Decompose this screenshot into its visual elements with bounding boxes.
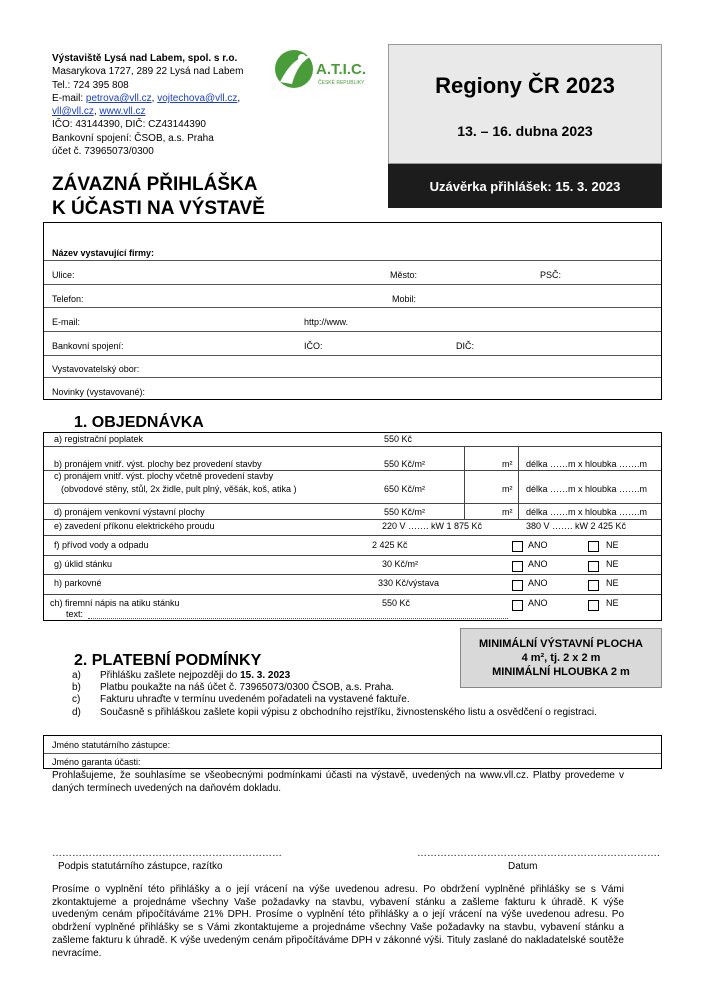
order-f-yes: ANO	[528, 540, 548, 550]
field-row[interactable]	[44, 355, 661, 378]
declaration-text: Prohlašujeme, že souhlasíme se všeobecnými podmínkami účasti na výstavě, uvedených na www.vll.cz. Platby provedeme v daných termínech uvedených na daňovém dokladu.	[52, 770, 624, 794]
payment-d-text: Současně s přihláškou zašlete kopii výpisu z obchodního rejstříku, živnostenského listu a osvědčení o registraci.	[100, 706, 597, 718]
guarantor-row[interactable]	[44, 753, 661, 769]
email-row[interactable]	[44, 307, 661, 332]
logo-subtext: ČESKÉ REPUBLIKY	[318, 80, 365, 86]
email-label: E-mail:	[52, 317, 81, 327]
logo-text: A.T.I.C.	[316, 61, 367, 78]
order-ch-yes: ANO	[528, 598, 548, 608]
order-divider	[44, 574, 661, 575]
payment-heading: 2. PLATEBNÍ PODMÍNKY	[74, 652, 262, 669]
date-line[interactable]: ……………………………………………………………….	[417, 848, 660, 859]
order-table	[43, 432, 662, 621]
order-h-label: h) parkovné	[54, 578, 102, 588]
organizer-emails-2: vll@vll.cz, www.vll.cz	[52, 106, 146, 118]
organizer-bank: Bankovní spojení: ČSOB, a.s. Praha	[52, 132, 214, 144]
email-link-vll[interactable]: vll@vll.cz	[52, 106, 94, 118]
order-heading: 1. OBJEDNÁVKA	[74, 414, 204, 431]
bank-row[interactable]	[44, 331, 661, 356]
payment-terms	[72, 670, 597, 719]
order-h-yes: ANO	[528, 578, 548, 588]
order-divider	[44, 535, 661, 536]
guarantor-label: Jméno garanta účasti:	[52, 757, 141, 767]
order-a-price: 550 Kč	[384, 434, 413, 444]
order-ch-no: NE	[606, 598, 619, 608]
min-area-line1: MINIMÁLNÍ VÝSTAVNÍ PLOCHA	[479, 638, 643, 650]
order-g-label: g) úklid stánku	[54, 559, 113, 569]
order-ch-price: 550 Kč	[382, 598, 411, 608]
order-g-yes: ANO	[528, 559, 548, 569]
payment-item-b	[72, 682, 597, 694]
order-g-no: NE	[606, 559, 619, 569]
order-b-dims[interactable]: délka ……m x hloubka …….m	[526, 459, 648, 469]
web-label: http://www.	[304, 317, 349, 327]
organizer-ids: IČO: 43144390, DIČ: CZ43144390	[52, 119, 206, 131]
statutory-row[interactable]	[44, 736, 661, 754]
order-a-label: a) registrační poplatek	[54, 434, 144, 444]
order-d-label: d) pronájem venkovní výstavní plochy	[54, 507, 205, 517]
payment-a-text: Přihlášku zašlete nejpozději do	[100, 670, 241, 681]
organizer-address: Masarykova 1727, 289 22 Lysá nad Labem	[52, 66, 244, 78]
order-f-price: 2 425 Kč	[372, 540, 408, 550]
form-title-line2: K ÚČASTI NA VÝSTAVĚ	[52, 198, 265, 219]
order-f-no-checkbox[interactable]	[588, 541, 599, 552]
order-col-divider	[518, 446, 519, 519]
order-f-label: f) přívod vody a odpadu	[54, 540, 149, 550]
payment-key: a)	[72, 670, 81, 681]
min-area-line2: 4 m², tj. 2 x 2 m	[521, 652, 601, 664]
order-divider	[44, 503, 661, 504]
order-b-unit: m²	[502, 459, 513, 469]
news-row[interactable]	[44, 377, 661, 400]
order-h-no: NE	[606, 578, 619, 588]
signature-line[interactable]: ……………………………………………………………	[52, 848, 282, 859]
atic-logo	[272, 44, 392, 94]
order-ch-no-checkbox[interactable]	[588, 600, 599, 611]
payment-key: b)	[72, 682, 81, 694]
organizer-name: Výstaviště Lysá nad Labem, spol. s r.o.	[52, 53, 238, 64]
order-text-label: text:	[66, 609, 84, 619]
city-label: Město:	[390, 270, 418, 280]
order-e-label: e) zavedení příkonu elektrického proudu	[54, 521, 215, 531]
order-b-label: b) pronájem vnitř. výst. plochy bez provedení stavby	[54, 459, 262, 469]
order-g-price: 30 Kč/m²	[382, 559, 419, 569]
order-h-no-checkbox[interactable]	[588, 580, 599, 591]
street-row[interactable]	[44, 260, 661, 285]
payment-key: d)	[72, 706, 81, 718]
payment-item-a	[72, 670, 597, 682]
names-table	[43, 735, 662, 769]
order-divider	[44, 519, 661, 520]
email-link-vojtechova[interactable]: vojtechova@vll.cz	[157, 92, 238, 104]
order-divider	[44, 555, 661, 556]
payment-b-text: Platbu poukažte na náš účet č. 73965073/0300 ČSOB, a.s. Praha.	[100, 682, 395, 694]
signature-label: Podpis statutárního zástupce, razítko	[58, 861, 223, 872]
payment-item-c	[72, 694, 597, 706]
event-title: Regiony ČR 2023	[435, 73, 615, 98]
phone-label: Telefon:	[52, 294, 84, 304]
organizer-emails: E-mail: petrova@vll.cz, vojtechova@vll.cz,	[52, 92, 241, 104]
field-label: Vystavovatelský obor:	[52, 364, 140, 374]
firm-details-table	[43, 222, 662, 400]
email-link-petrova[interactable]: petrova@vll.cz	[85, 92, 152, 104]
order-g-yes-checkbox[interactable]	[512, 561, 523, 572]
atic-logo-icon	[272, 44, 392, 94]
payment-deadline: 15. 3. 2023	[240, 670, 291, 681]
payment-key: c)	[72, 694, 81, 706]
ico-label: IČO:	[304, 341, 323, 351]
payment-c-text: Fakturu uhraďte v termínu uvedeném pořadateli na vystavené faktuře.	[100, 694, 410, 706]
order-c-unit: m²	[502, 484, 513, 494]
order-d-unit: m²	[502, 507, 513, 517]
footer-text: Prosíme o vyplnění této přihlášky a o její vrácení na výše uvedenou adresu. Po obdržení vyplněné přihlášky se s Vámi zkontaktujeme a projednáme všechny Vaše požadavky na stavbu, vybavení stánku a zašleme fakturu k úhradě. K výše uvedeným cenám připočítáváme 21% DPH. Prosíme o vyplnění této přihlášky a o její vrácení na výše uvedenou adresu. Po obdržení vyplněné přihlášky se s Vámi zkontaktujeme a projednáme všechny Vaše požadavky na stavbu, vybavení stánku a zašleme fakturu k úhradě. K výše uvedeným cenám připočítáváme DPH v zákonné výši. Tituly zaslané do nakladatelské soutěže nevracíme.	[52, 884, 624, 959]
min-area-line3: MINIMÁLNÍ HLOUBKA 2 m	[492, 666, 630, 678]
phone-row[interactable]	[44, 284, 661, 308]
form-title	[52, 173, 265, 221]
firm-name-label: Název vystavující firmy:	[52, 248, 155, 258]
statutory-label: Jméno statutárního zástupce:	[52, 740, 171, 750]
order-e-price1[interactable]: 220 V ……. kW 1 875 Kč	[382, 521, 483, 531]
mobile-label: Mobil:	[392, 294, 417, 304]
order-h-price: 330 Kč/výstava	[378, 578, 440, 588]
order-ch-label: ch) firemní nápis na atiku stánku	[50, 598, 180, 608]
event-box	[388, 44, 662, 164]
firm-name-row[interactable]	[44, 223, 661, 261]
order-divider	[44, 446, 661, 447]
deadline-banner: Uzávěrka přihlášek: 15. 3. 2023	[388, 164, 662, 208]
order-c-label: c) pronájem vnitř. výst. plochy včetně provedení stavby	[54, 471, 274, 481]
order-h-yes-checkbox[interactable]	[512, 580, 523, 591]
organizer-account: účet č. 73965073/0300	[52, 146, 154, 158]
order-f-no: NE	[606, 540, 619, 550]
bank-label: Bankovní spojení:	[52, 341, 124, 351]
form-title-line1: ZÁVAZNÁ PŘIHLÁŠKA	[52, 174, 258, 195]
event-dates: 13. – 16. dubna 2023	[457, 123, 593, 139]
news-label: Novinky (vystavované):	[52, 387, 146, 397]
order-b-price: 550 Kč/m²	[384, 459, 426, 469]
organizer-phone: Tel.: 724 395 808	[52, 79, 129, 91]
order-d-dims[interactable]: délka ……m x hloubka …….m	[526, 507, 648, 517]
zip-label: PSČ:	[540, 270, 562, 280]
order-c-price: 650 Kč/m²	[384, 484, 426, 494]
street-label: Ulice:	[52, 270, 75, 280]
web-link[interactable]: www.vll.cz	[99, 106, 146, 118]
order-ch-yes-checkbox[interactable]	[512, 600, 523, 611]
order-f-yes-checkbox[interactable]	[512, 541, 523, 552]
order-e-price2[interactable]: 380 V ……. kW 2 425 Kč	[526, 521, 627, 531]
payment-item-d	[72, 707, 597, 719]
order-divider	[44, 594, 661, 595]
order-c-dims[interactable]: délka ……m x hloubka …….m	[526, 484, 648, 494]
order-text-field[interactable]	[88, 618, 508, 619]
order-d-price: 550 Kč/m²	[384, 507, 426, 517]
dic-label: DIČ:	[456, 341, 474, 351]
email-prefix: E-mail:	[52, 92, 86, 104]
order-col-divider	[464, 446, 465, 519]
order-g-no-checkbox[interactable]	[588, 561, 599, 572]
date-label: Datum	[508, 861, 538, 872]
organizer-info	[52, 52, 243, 158]
order-c-label2: (obvodové stěny, stůl, 2x židle, pult plný, věšák, koš, atika )	[61, 484, 297, 494]
